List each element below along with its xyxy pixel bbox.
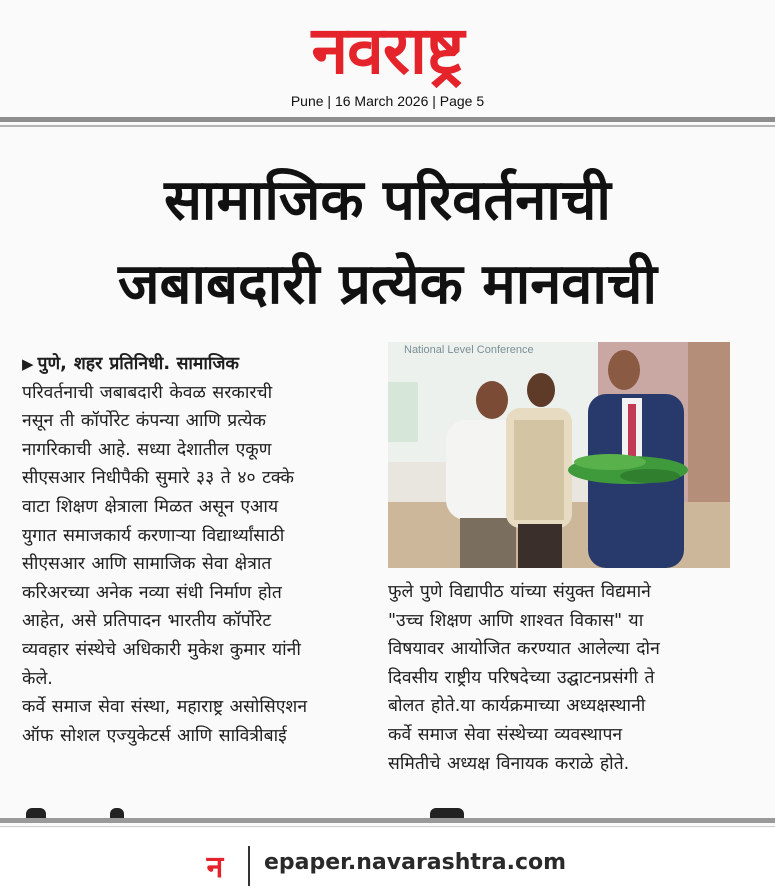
article-line: केले. — [22, 668, 53, 689]
navarashtra-logo-icon — [197, 848, 233, 884]
top-divider — [0, 117, 775, 122]
article-line: युगात समाजकार्य करणाऱ्या विद्यार्थ्यांसाठी — [22, 525, 285, 546]
headline-line-1: सामाजिक परिवर्तनाची — [164, 168, 611, 233]
dateline: Pune | 16 March 2026 | Page 5 — [290, 93, 485, 109]
byline: पुणे, शहर प्रतिनिधी. — [37, 354, 170, 374]
newspaper-logo: नवराष्ट्र — [311, 12, 464, 89]
article-line: ऑफ सोशल एज्युकेटर्स आणि सावित्रीबाई — [22, 725, 287, 746]
article-line: समितीचे अध्यक्ष विनायक कराळे होते. — [388, 753, 630, 774]
article-line: आहेत, असे प्रतिपादन भारतीय कॉर्पोरेट — [22, 611, 272, 632]
footer-logo-letter: न — [206, 850, 224, 884]
masthead — [0, 0, 775, 118]
article-line: सीएसआर आणि सामाजिक सेवा क्षेत्रात — [22, 554, 272, 575]
play-arrow-icon: ▶ — [22, 355, 34, 373]
article-right-column — [388, 578, 732, 778]
article-line: बोलत होते.या कार्यक्रमाच्या अध्यक्षस्थानी — [388, 696, 646, 717]
article-left-column — [22, 350, 372, 750]
cut-text-fragment — [110, 808, 124, 818]
footer — [0, 828, 775, 894]
article-line: कर्वे समाज सेवा संस्थेच्या व्यवस्थापन — [388, 724, 623, 745]
article-line: सीएसआर निधीपैकी सुमारे ३३ ते ४० टक्के — [22, 468, 294, 489]
footer-divider — [0, 818, 775, 823]
footer-divider-thin — [0, 826, 775, 827]
event-photo — [388, 342, 730, 568]
epaper-link[interactable]: epaper.navarashtra.com — [264, 850, 567, 875]
cut-text-fragment — [26, 808, 46, 818]
cut-text-fragment — [430, 808, 464, 818]
article-line: करिअरच्या अनेक नव्या संधी निर्माण होत — [22, 582, 282, 603]
article-line: व्यवहार संस्थेचे अधिकारी मुकेश कुमार यांनी — [22, 639, 301, 660]
article-line: फुले पुणे विद्यापीठ यांच्या संयुक्त विद्यमाने — [388, 582, 651, 602]
article-line: विषयावर आयोजित करण्यात आलेल्या दोन — [388, 639, 660, 660]
event-photo-illustration — [388, 342, 730, 568]
article-line: दिवसीय राष्ट्रीय परिषदेच्या उद्घाटनप्रसंगी ते — [388, 667, 655, 688]
headline-line-2: जबाबदारी प्रत्येक मानवाची — [117, 252, 658, 317]
article-line: परिवर्तनाची जबाबदारी केवळ सरकारची — [22, 382, 273, 403]
article-line: नागरिकाची आहे. सध्या देशातील एकूण — [22, 439, 272, 460]
article-line: "उच्च शिक्षण आणि शाश्वत विकास" या — [388, 610, 644, 631]
article-line: नसून ती कॉर्पोरेट कंपन्या आणि प्रत्येक — [22, 411, 266, 432]
article-line: वाटा शिक्षण क्षेत्राला मिळत असून एआय — [22, 496, 279, 517]
photo-banner-text: National Level Conference — [404, 344, 534, 356]
article-line: ▶ पुणे, शहर प्रतिनिधी. सामाजिक — [22, 354, 239, 374]
top-divider-thin — [0, 125, 775, 127]
footer-separator — [248, 846, 250, 886]
article-line: कर्वे समाज सेवा संस्था, महाराष्ट्र असोसिएशन — [22, 697, 308, 718]
